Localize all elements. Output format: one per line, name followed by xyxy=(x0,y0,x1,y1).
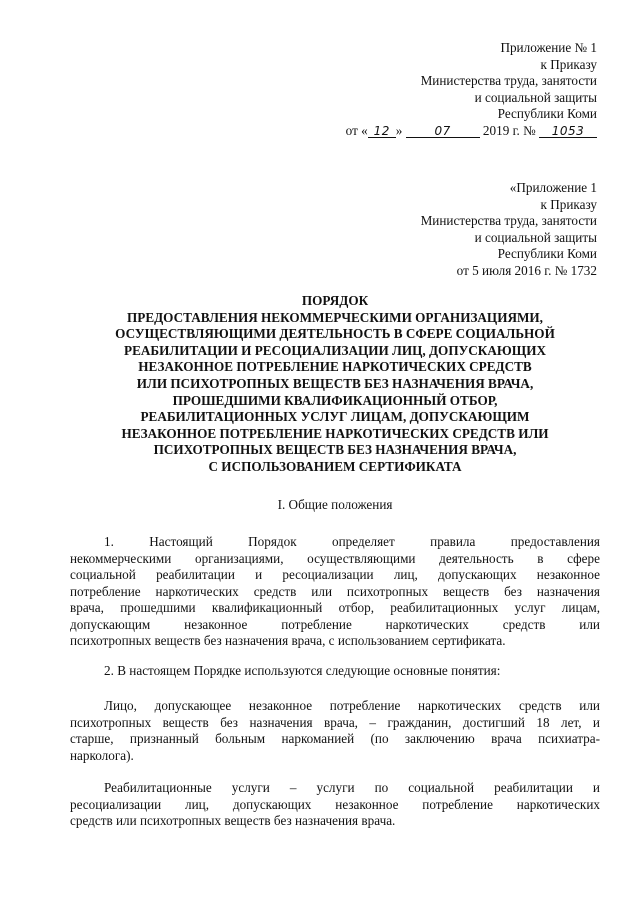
paragraph-line: средств или психотропных веществ без назначения врача. xyxy=(70,813,396,828)
paragraph-line: психотропных веществ без назначения врача, – гражданин, достигший 18 лет, и xyxy=(70,714,600,730)
paragraph-line: потребление наркотических средств или психотропных веществ без назначения xyxy=(70,583,600,599)
document-title xyxy=(70,293,600,476)
approval-line: к Приказу xyxy=(540,56,597,72)
paragraph-line: некоммерческими организациями, осуществляющими деятельность в сфере xyxy=(70,550,600,566)
title-line: ПРЕДОСТАВЛЕНИЯ НЕКОММЕРЧЕСКИМИ ОРГАНИЗАЦИЯМИ, xyxy=(127,309,543,325)
title-line: С ИСПОЛЬЗОВАНИЕМ СЕРТИФИКАТА xyxy=(208,458,462,474)
approval-line: от 5 июля 2016 г. № 1732 xyxy=(456,262,597,278)
title-line: НЕЗАКОННОЕ ПОТРЕБЛЕНИЕ НАРКОТИЧЕСКИХ СРЕДСТВ xyxy=(138,359,532,375)
approval-line: и социальной защиты xyxy=(474,229,597,245)
paragraph-4 xyxy=(70,780,600,830)
paragraph-line: нарколога). xyxy=(70,747,134,763)
order-date-number-line xyxy=(346,123,597,140)
paragraph-line: 2. В настоящем Порядке используются следующие основные понятия: xyxy=(104,663,501,678)
title-line: ОСУЩЕСТВЛЯЮЩИМИ ДЕЯТЕЛЬНОСТЬ В СФЕРЕ СОЦИАЛЬНОЙ xyxy=(115,326,555,342)
handwritten-order-number: 1053 xyxy=(539,125,597,138)
title-line: РЕАБИЛИТАЦИОННЫХ УСЛУГ ЛИЦАМ, ДОПУСКАЮЩИМ xyxy=(140,409,530,425)
approval-line: и социальной защиты xyxy=(474,89,597,105)
paragraph-2 xyxy=(70,663,600,680)
section-heading: I. Общие положения xyxy=(277,497,393,512)
paragraph-3 xyxy=(70,698,600,764)
approval-header-current xyxy=(346,40,597,139)
title-line: ПРОШЕДШИМИ КВАЛИФИКАЦИОННЫЙ ОТБОР, xyxy=(172,392,498,408)
from-label: от « xyxy=(345,122,368,138)
paragraph-line: Реабилитационные услуги – услуги по социальной реабилитации и xyxy=(104,780,600,795)
year-number-label: 2019 г. № xyxy=(482,122,536,138)
approval-line: Республики Коми xyxy=(497,106,597,121)
title-line: ПОРЯДОК xyxy=(301,293,369,308)
approval-line: к Приказу xyxy=(540,196,597,212)
approval-header-previous xyxy=(421,180,597,279)
paragraph-line: Лицо, допускающее незаконное потребление наркотических средств или xyxy=(104,698,600,713)
title-line: РЕАБИЛИТАЦИИ И РЕСОЦИАЛИЗАЦИИ ЛИЦ, ДОПУСКАЮЩИХ xyxy=(124,342,546,358)
paragraph-line: старше, признанный больным наркоманией (по заключению врача психиатра- xyxy=(70,731,600,746)
paragraph-line: социальной реабилитации и ресоциализации лиц, допускающих незаконное xyxy=(70,567,600,582)
approval-line: Министерства труда, занятости xyxy=(420,73,597,88)
paragraph-line: ресоциализации лиц, допускающих незаконное потребление наркотических xyxy=(70,796,600,812)
paragraph-line: 1. Настоящий Порядок определяет правила предоставления xyxy=(104,534,600,549)
approval-line: Министерства труда, занятости xyxy=(420,213,597,228)
approval-line: «Приложение 1 xyxy=(509,180,597,195)
paragraph-line: допускающим незаконное потребление наркотических средств или xyxy=(70,616,600,632)
paragraph-line: психотропных веществ без назначения врача, с использованием сертификата. xyxy=(70,633,506,648)
approval-line: Республики Коми xyxy=(497,246,597,261)
title-line: НЕЗАКОННОЕ ПОТРЕБЛЕНИЕ НАРКОТИЧЕСКИХ СРЕДСТВ ИЛИ xyxy=(121,425,549,441)
quote-close: » xyxy=(395,122,403,138)
handwritten-day: 12 xyxy=(368,125,396,138)
approval-line: Приложение № 1 xyxy=(500,40,597,55)
title-line: ПСИХОТРОПНЫХ ВЕЩЕСТВ БЕЗ НАЗНАЧЕНИЯ ВРАЧА, xyxy=(153,442,517,458)
paragraph-1 xyxy=(70,534,600,650)
handwritten-month: 07 xyxy=(406,125,480,138)
paragraph-line: врача, прошедшими квалификационный отбор, реабилитационных услуг лицам, xyxy=(70,600,600,615)
title-line: ИЛИ ПСИХОТРОПНЫХ ВЕЩЕСТВ БЕЗ НАЗНАЧЕНИЯ ВРАЧА, xyxy=(136,375,534,391)
